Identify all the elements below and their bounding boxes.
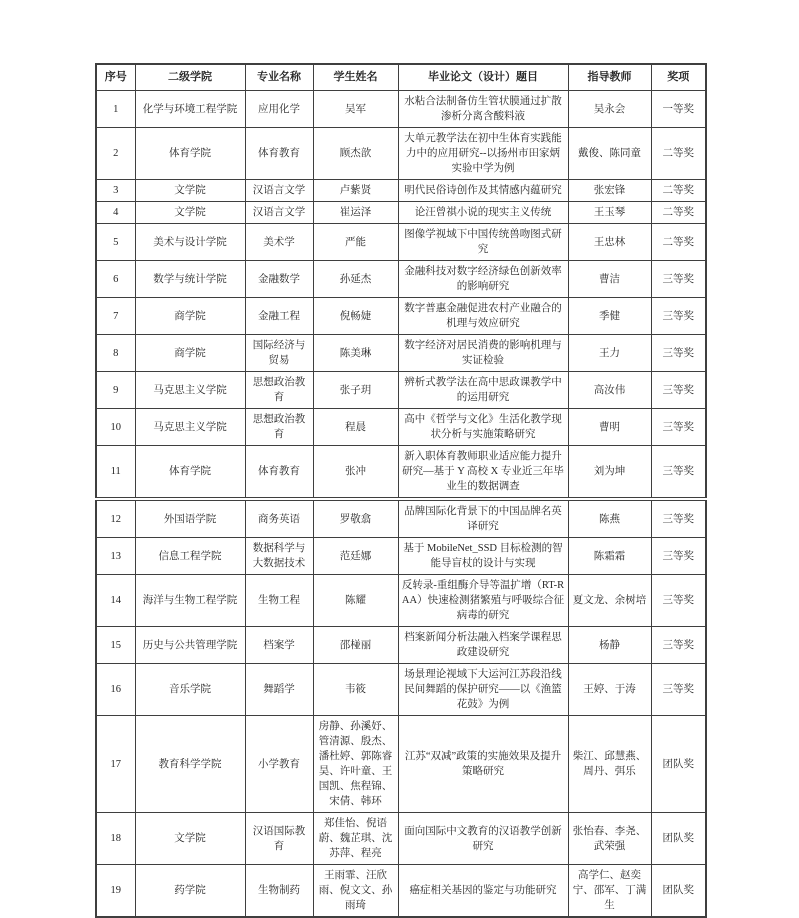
cell-award: 三等奖 <box>651 446 706 500</box>
cell-award: 二等奖 <box>651 180 706 202</box>
cell-major: 美术学 <box>245 224 313 261</box>
cell-no: 10 <box>96 409 135 446</box>
cell-advisors: 曹洁 <box>568 261 651 298</box>
cell-major: 小学教育 <box>245 716 313 813</box>
cell-award: 二等奖 <box>651 128 706 180</box>
cell-students: 张子玥 <box>313 372 398 409</box>
cell-advisors: 吴永会 <box>568 91 651 128</box>
cell-major: 思想政治教育 <box>245 409 313 446</box>
cell-advisors: 高学仁、赵奕宁、邵军、丁满生 <box>568 865 651 918</box>
cell-students: 邵椪丽 <box>313 627 398 664</box>
header-title: 毕业论文（设计）题目 <box>398 64 568 91</box>
cell-students: 顾杰歆 <box>313 128 398 180</box>
cell-college: 商学院 <box>135 335 245 372</box>
cell-college: 数学与统计学院 <box>135 261 245 298</box>
cell-title: 场景理论视域下大运河江苏段沿线民间舞蹈的保护研究——以《渔篮花鼓》为例 <box>398 664 568 716</box>
cell-title: 大单元教学法在初中生体育实践能力中的应用研究--以扬州市田家炳实验中学为例 <box>398 128 568 180</box>
cell-title: 金融科技对数字经济绿色创新效率的影响研究 <box>398 261 568 298</box>
cell-no: 6 <box>96 261 135 298</box>
header-row <box>96 64 706 91</box>
cell-award: 三等奖 <box>651 261 706 298</box>
cell-title: 反转录-重组酶介导等温扩增（RT-RAA）快速检测猪繁殖与呼吸综合征病毒的研究 <box>398 575 568 627</box>
cell-title: 论汪曾祺小说的现实主义传统 <box>398 202 568 224</box>
table-row <box>96 575 706 627</box>
cell-no: 7 <box>96 298 135 335</box>
cell-no: 11 <box>96 446 135 500</box>
cell-title: 品牌国际化背景下的中国品牌名英译研究 <box>398 499 568 538</box>
cell-major: 汉语言文学 <box>245 202 313 224</box>
table-row <box>96 664 706 716</box>
header-advisors: 指导教师 <box>568 64 651 91</box>
cell-students: 郑佳怡、倪语蔚、魏芷琪、沈苏萍、程亮 <box>313 813 398 865</box>
header-no: 序号 <box>96 64 135 91</box>
cell-college: 文学院 <box>135 813 245 865</box>
cell-college: 教育科学学院 <box>135 716 245 813</box>
cell-students: 范廷娜 <box>313 538 398 575</box>
cell-major: 生物制药 <box>245 865 313 918</box>
cell-no: 3 <box>96 180 135 202</box>
thesis-award-table <box>95 63 707 918</box>
cell-major: 体育教育 <box>245 446 313 500</box>
cell-students: 崔运泽 <box>313 202 398 224</box>
cell-no: 16 <box>96 664 135 716</box>
cell-students: 房静、孙溪妤、管清源、殷杰、潘杜婷、郭陈睿昊、许叶童、王国凯、焦程锦、宋倩、韩环 <box>313 716 398 813</box>
cell-advisors: 曹明 <box>568 409 651 446</box>
cell-no: 9 <box>96 372 135 409</box>
cell-advisors: 柴江、邱慧燕、周丹、弭乐 <box>568 716 651 813</box>
table-row <box>96 499 706 538</box>
cell-advisors: 戴俊、陈同童 <box>568 128 651 180</box>
table-row <box>96 224 706 261</box>
cell-college: 商学院 <box>135 298 245 335</box>
cell-college: 化学与环境工程学院 <box>135 91 245 128</box>
cell-title: 高中《哲学与文化》生活化教学现状分析与实施策略研究 <box>398 409 568 446</box>
cell-title: 癌症相关基因的鉴定与功能研究 <box>398 865 568 918</box>
cell-no: 19 <box>96 865 135 918</box>
cell-major: 舞蹈学 <box>245 664 313 716</box>
cell-college: 药学院 <box>135 865 245 918</box>
table-row <box>96 202 706 224</box>
cell-award: 二等奖 <box>651 202 706 224</box>
cell-award: 三等奖 <box>651 372 706 409</box>
cell-advisors: 陈燕 <box>568 499 651 538</box>
cell-college: 美术与设计学院 <box>135 224 245 261</box>
table-row <box>96 372 706 409</box>
cell-award: 三等奖 <box>651 664 706 716</box>
cell-advisors: 陈霜霜 <box>568 538 651 575</box>
cell-award: 三等奖 <box>651 499 706 538</box>
cell-major: 档案学 <box>245 627 313 664</box>
table-row <box>96 865 706 918</box>
cell-award: 团队奖 <box>651 813 706 865</box>
header-college: 二级学院 <box>135 64 245 91</box>
cell-students: 张冲 <box>313 446 398 500</box>
table-row <box>96 627 706 664</box>
cell-no: 2 <box>96 128 135 180</box>
cell-major: 汉语国际教育 <box>245 813 313 865</box>
cell-major: 体育教育 <box>245 128 313 180</box>
cell-advisors: 王婷、于涛 <box>568 664 651 716</box>
cell-title: 图像学视域下中国传统兽吻图式研究 <box>398 224 568 261</box>
cell-no: 13 <box>96 538 135 575</box>
cell-college: 音乐学院 <box>135 664 245 716</box>
table-row <box>96 538 706 575</box>
cell-students: 孙延杰 <box>313 261 398 298</box>
cell-title: 面向国际中文教育的汉语教学创新研究 <box>398 813 568 865</box>
cell-major: 生物工程 <box>245 575 313 627</box>
cell-students: 程晨 <box>313 409 398 446</box>
cell-major: 金融工程 <box>245 298 313 335</box>
cell-students: 韦筱 <box>313 664 398 716</box>
cell-advisors: 张怡春、李尧、武荣强 <box>568 813 651 865</box>
cell-award: 三等奖 <box>651 409 706 446</box>
cell-advisors: 王力 <box>568 335 651 372</box>
table-row <box>96 261 706 298</box>
cell-advisors: 季健 <box>568 298 651 335</box>
cell-major: 国际经济与贸易 <box>245 335 313 372</box>
cell-no: 15 <box>96 627 135 664</box>
table-row <box>96 128 706 180</box>
cell-students: 卢紫贤 <box>313 180 398 202</box>
cell-award: 三等奖 <box>651 627 706 664</box>
cell-college: 体育学院 <box>135 128 245 180</box>
table-header <box>96 64 706 91</box>
cell-students: 陈美琳 <box>313 335 398 372</box>
cell-award: 一等奖 <box>651 91 706 128</box>
cell-major: 应用化学 <box>245 91 313 128</box>
cell-advisors: 杨静 <box>568 627 651 664</box>
cell-title: 江苏“双减”政策的实施效果及提升策略研究 <box>398 716 568 813</box>
header-award: 奖项 <box>651 64 706 91</box>
cell-award: 三等奖 <box>651 538 706 575</box>
cell-students: 吴军 <box>313 91 398 128</box>
cell-major: 汉语言文学 <box>245 180 313 202</box>
cell-advisors: 王忠林 <box>568 224 651 261</box>
table-row <box>96 91 706 128</box>
cell-title: 数字普惠金融促进农村产业融合的机理与效应研究 <box>398 298 568 335</box>
cell-no: 4 <box>96 202 135 224</box>
table-row <box>96 813 706 865</box>
table-row <box>96 335 706 372</box>
cell-award: 二等奖 <box>651 224 706 261</box>
cell-major: 金融数学 <box>245 261 313 298</box>
table-row <box>96 716 706 813</box>
cell-advisors: 高汝伟 <box>568 372 651 409</box>
cell-students: 严能 <box>313 224 398 261</box>
cell-major: 商务英语 <box>245 499 313 538</box>
cell-college: 体育学院 <box>135 446 245 500</box>
cell-college: 信息工程学院 <box>135 538 245 575</box>
cell-college: 文学院 <box>135 202 245 224</box>
cell-major: 思想政治教育 <box>245 372 313 409</box>
cell-title: 新入职体育教师职业适应能力提升研究—基于 Y 高校 X 专业近三年毕业生的数据调查 <box>398 446 568 500</box>
cell-title: 明代民俗诗创作及其情感内蕴研究 <box>398 180 568 202</box>
cell-college: 海洋与生物工程学院 <box>135 575 245 627</box>
cell-no: 18 <box>96 813 135 865</box>
header-major: 专业名称 <box>245 64 313 91</box>
cell-award: 团队奖 <box>651 865 706 918</box>
cell-college: 文学院 <box>135 180 245 202</box>
cell-title: 档案新闻分析法融入档案学课程思政建设研究 <box>398 627 568 664</box>
table-row <box>96 409 706 446</box>
cell-title: 数字经济对居民消费的影响机理与实证检验 <box>398 335 568 372</box>
cell-no: 14 <box>96 575 135 627</box>
cell-advisors: 王玉琴 <box>568 202 651 224</box>
cell-students: 倪畅婕 <box>313 298 398 335</box>
table-row <box>96 446 706 500</box>
cell-students: 罗敬翕 <box>313 499 398 538</box>
cell-advisors: 刘为坤 <box>568 446 651 500</box>
cell-no: 5 <box>96 224 135 261</box>
cell-no: 1 <box>96 91 135 128</box>
table-row <box>96 180 706 202</box>
cell-award: 三等奖 <box>651 298 706 335</box>
header-students: 学生姓名 <box>313 64 398 91</box>
cell-advisors: 夏文龙、余树培 <box>568 575 651 627</box>
cell-advisors: 张宏锋 <box>568 180 651 202</box>
cell-major: 数据科学与大数据技术 <box>245 538 313 575</box>
cell-no: 8 <box>96 335 135 372</box>
cell-no: 12 <box>96 499 135 538</box>
cell-no: 17 <box>96 716 135 813</box>
cell-title: 基于 MobileNet_SSD 目标检测的智能导盲杖的设计与实现 <box>398 538 568 575</box>
cell-college: 马克思主义学院 <box>135 409 245 446</box>
cell-award: 三等奖 <box>651 575 706 627</box>
cell-college: 外国语学院 <box>135 499 245 538</box>
table-row <box>96 298 706 335</box>
cell-students: 王雨霏、汪欣雨、倪文文、孙雨琦 <box>313 865 398 918</box>
cell-title: 辨析式教学法在高中思政课教学中的运用研究 <box>398 372 568 409</box>
cell-award: 三等奖 <box>651 335 706 372</box>
cell-college: 马克思主义学院 <box>135 372 245 409</box>
table-body <box>96 91 706 918</box>
cell-students: 陈耀 <box>313 575 398 627</box>
cell-award: 团队奖 <box>651 716 706 813</box>
cell-college: 历史与公共管理学院 <box>135 627 245 664</box>
cell-title: 水粘合法制备仿生管状膜通过扩散渗析分离含酸料液 <box>398 91 568 128</box>
